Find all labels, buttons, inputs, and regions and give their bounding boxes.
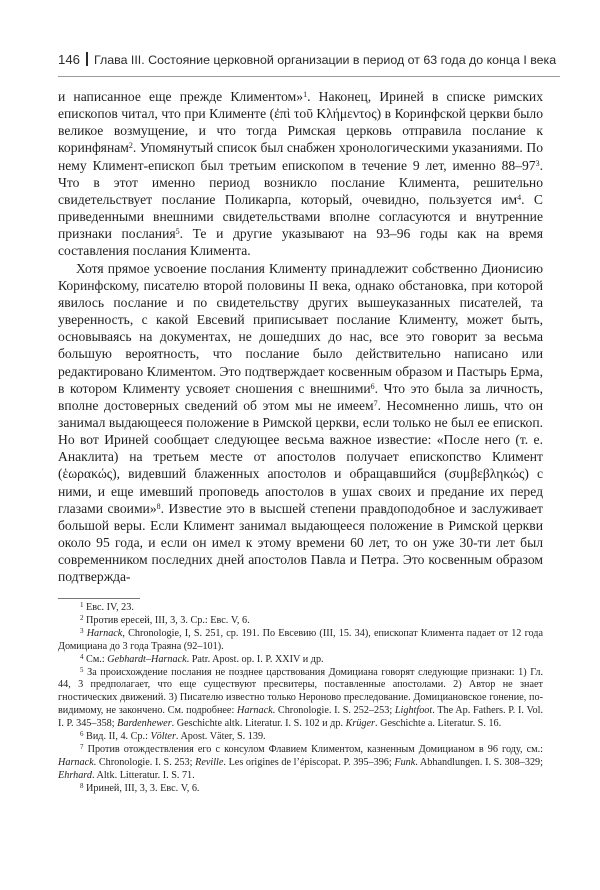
footnote-ref: 3 — [535, 158, 540, 168]
footnote — [58, 615, 543, 628]
footnote-number: 7 — [80, 742, 84, 751]
footnote-number: 3 — [80, 626, 84, 635]
header-separator — [86, 52, 88, 66]
author-name: Lightfoot — [394, 705, 433, 717]
text-run: . Apost. Väter, S. 139. — [175, 731, 266, 743]
text-run: . Geschichte altk. Literatur. I. S. 102 и др. — [171, 718, 346, 730]
footnotes — [58, 602, 543, 796]
footnote — [58, 628, 543, 654]
text-run: . Несомненно лишь, что он занимал выдающееся положение в Римской церкви, если только не был ее епископ. Но вот Ириней сообщает следующее весьма важное известие: «После него (т. е. Анаклита) на третьем месте от апостолов получает епископство Климент (ἑωρακώς), видевший блаженных апостолов и обращавшийся (συμβεβληκώς) с ними, и еще имевший проповедь апостолов в ушах своих и предание их перед глазами своими» — [58, 397, 543, 516]
main-text — [58, 88, 543, 586]
footnote — [58, 667, 543, 732]
header-rule — [58, 76, 560, 77]
footnote-ref: 6 — [370, 381, 375, 391]
text-run: . Известие это в высшей степени правдоподобное и заслуживает большой веры. Если Климент занимал выдающееся положение в Римской церкви около 95 года, и если он имел к этому времени 60 лет, то он уже 30-ти лет был современником последних дней апостолов Павла и Петра. Это косвенным образом подтвержда- — [58, 500, 543, 585]
text-run: Ириней, III, 3, 3. Евс. V, 6. — [86, 782, 200, 794]
author-name: Harnack — [86, 627, 123, 639]
text-run: . Geschichte a. Literatur. S. 16. — [375, 718, 502, 730]
author-name: Ehrhard — [58, 769, 92, 781]
author-name: Bardenhewer — [117, 718, 172, 730]
text-run: . Что в этот именно период возникло послание Климента, решительно свидетельствует послание Поликарпа, который, очевидно, пользуется им — [58, 157, 543, 207]
footnote-ref: 8 — [156, 501, 161, 511]
text-run: Хотя прямое усвоение послания Клименту принадлежит собственно Дионисию Коринфскому, писателю второй половины II века, однако обстановка, при которой явилось послание и по свидетельству других вышеуказанных писателей, та уверенность, с какой Евсевий приписывает послание Клименту, может быть, основываясь на документах, не дошедших до нас, все это говорит за весьма большую вероятность, что послание было действительно написано или редактировано Климентом. Это подтверждает косвенным образом и Пастырь Ерма, в котором Клименту усвояет сношения с внешними — [58, 260, 543, 396]
author-name: Funk — [394, 756, 416, 768]
paragraph-2 — [58, 260, 543, 586]
footnote-rule — [58, 598, 140, 599]
footnote-ref: 2 — [128, 141, 133, 151]
page-number: 146 — [58, 52, 81, 67]
text-run: Евс. IV, 23. — [86, 602, 134, 613]
text-run: . Те и другие указывают на 93–96 годы как на время составления послания Климента. — [58, 226, 543, 259]
footnote-ref: 4 — [517, 192, 522, 202]
chapter-title: Глава III. Состояние церковной организации в период от 63 года до конца I века — [94, 53, 557, 67]
footnote-number: 2 — [80, 613, 84, 622]
text-run: Против ересей, III, 3, 3. Ср.: Евс. V, 6. — [86, 614, 250, 626]
author-name: Gebhardt–Harnack — [107, 653, 187, 665]
footnote-number: 1 — [80, 601, 84, 609]
text-run: . Chronologie. I. S. 252–253; — [272, 705, 395, 717]
footnote-number: 4 — [80, 652, 84, 661]
text-run: . Les origines de l’épiscopat. P. 395–396; — [223, 756, 395, 768]
text-run: . Patr. Apost. op. I. P. XXIV и др. — [186, 653, 324, 665]
author-name: Reville — [195, 756, 224, 768]
footnote — [58, 783, 543, 796]
footnote — [58, 602, 543, 615]
text-run: См.: — [86, 653, 108, 665]
footnote-ref: 5 — [175, 227, 180, 237]
text-run: , Chronologie, I, S. 251, ср. 191. По Евсевию (III, 15. 34), епископат Климента падает от 12 года Домициана до 3 года Траяна (92–101). — [58, 627, 544, 652]
footnote — [58, 744, 543, 783]
footnote-number: 6 — [80, 730, 84, 739]
footnote-ref: 1 — [303, 90, 308, 99]
footnote-ref: 7 — [373, 398, 378, 408]
running-header — [58, 52, 560, 74]
text-run: . The Ap. Fathers. P. I. Vol. I. P. 345–358; — [58, 705, 543, 730]
author-name: Harnack — [58, 756, 94, 768]
footnote — [58, 731, 543, 744]
text-run: За происхождение послания не позднее царствования Домициана говорят следующие признаки: 1) Гл. 44, 3 предполагает, что еще существуют пресвитеры, поставленные апостолами. 2) Автор не знает гностических движений. 3) Писателю известно только Нероново преследование. Домициановское гонение, по-видимому, не закончено. См. подробнее: — [58, 666, 543, 717]
text-run: . Altk. Litteratur. I. S. 71. — [91, 769, 195, 781]
text-run: . Наконец, Ириней в списке римских епископов читал, что при Клименте (ἐπὶ τοῦ Κλήμεντος) в Коринфской церкви было великое возмущение, и что тогда Римская церковь отправила послание к коринфянам — [58, 89, 543, 156]
footnote-number: 5 — [80, 665, 84, 674]
author-name: Harnack — [237, 705, 273, 717]
text-run: . Упомянутый список был снабжен хронологическими указаниями. По нему Климент-епископ был третьим епископом в течение 9 лет, именно 88–97 — [58, 140, 543, 173]
text-run: . Abhandlungen. I. S. 308–329; — [415, 756, 543, 768]
text-run: и написанное еще прежде Климентом» — [58, 89, 304, 104]
footnote-number: 8 — [80, 781, 84, 790]
text-run: Против отождествления его с консулом Флавием Климентом, казненным Домицианом в 96 году, см.: — [87, 743, 543, 755]
text-run: . С приведенными внешними свидетельствами вполне согласуются и внутренние признаки послания — [58, 191, 543, 242]
text-run: . Что это была за личность, вполне достоверных сведений об этом мы не имеем — [58, 380, 544, 413]
author-name: Krüger — [345, 718, 375, 730]
text-run: . Chronologie. I. S. 253; — [93, 756, 196, 768]
author-name: Völter — [150, 731, 176, 743]
footnote — [58, 654, 543, 667]
text-run: Вид. II, 4. Ср.: — [86, 731, 151, 743]
paragraph-1 — [58, 88, 543, 260]
